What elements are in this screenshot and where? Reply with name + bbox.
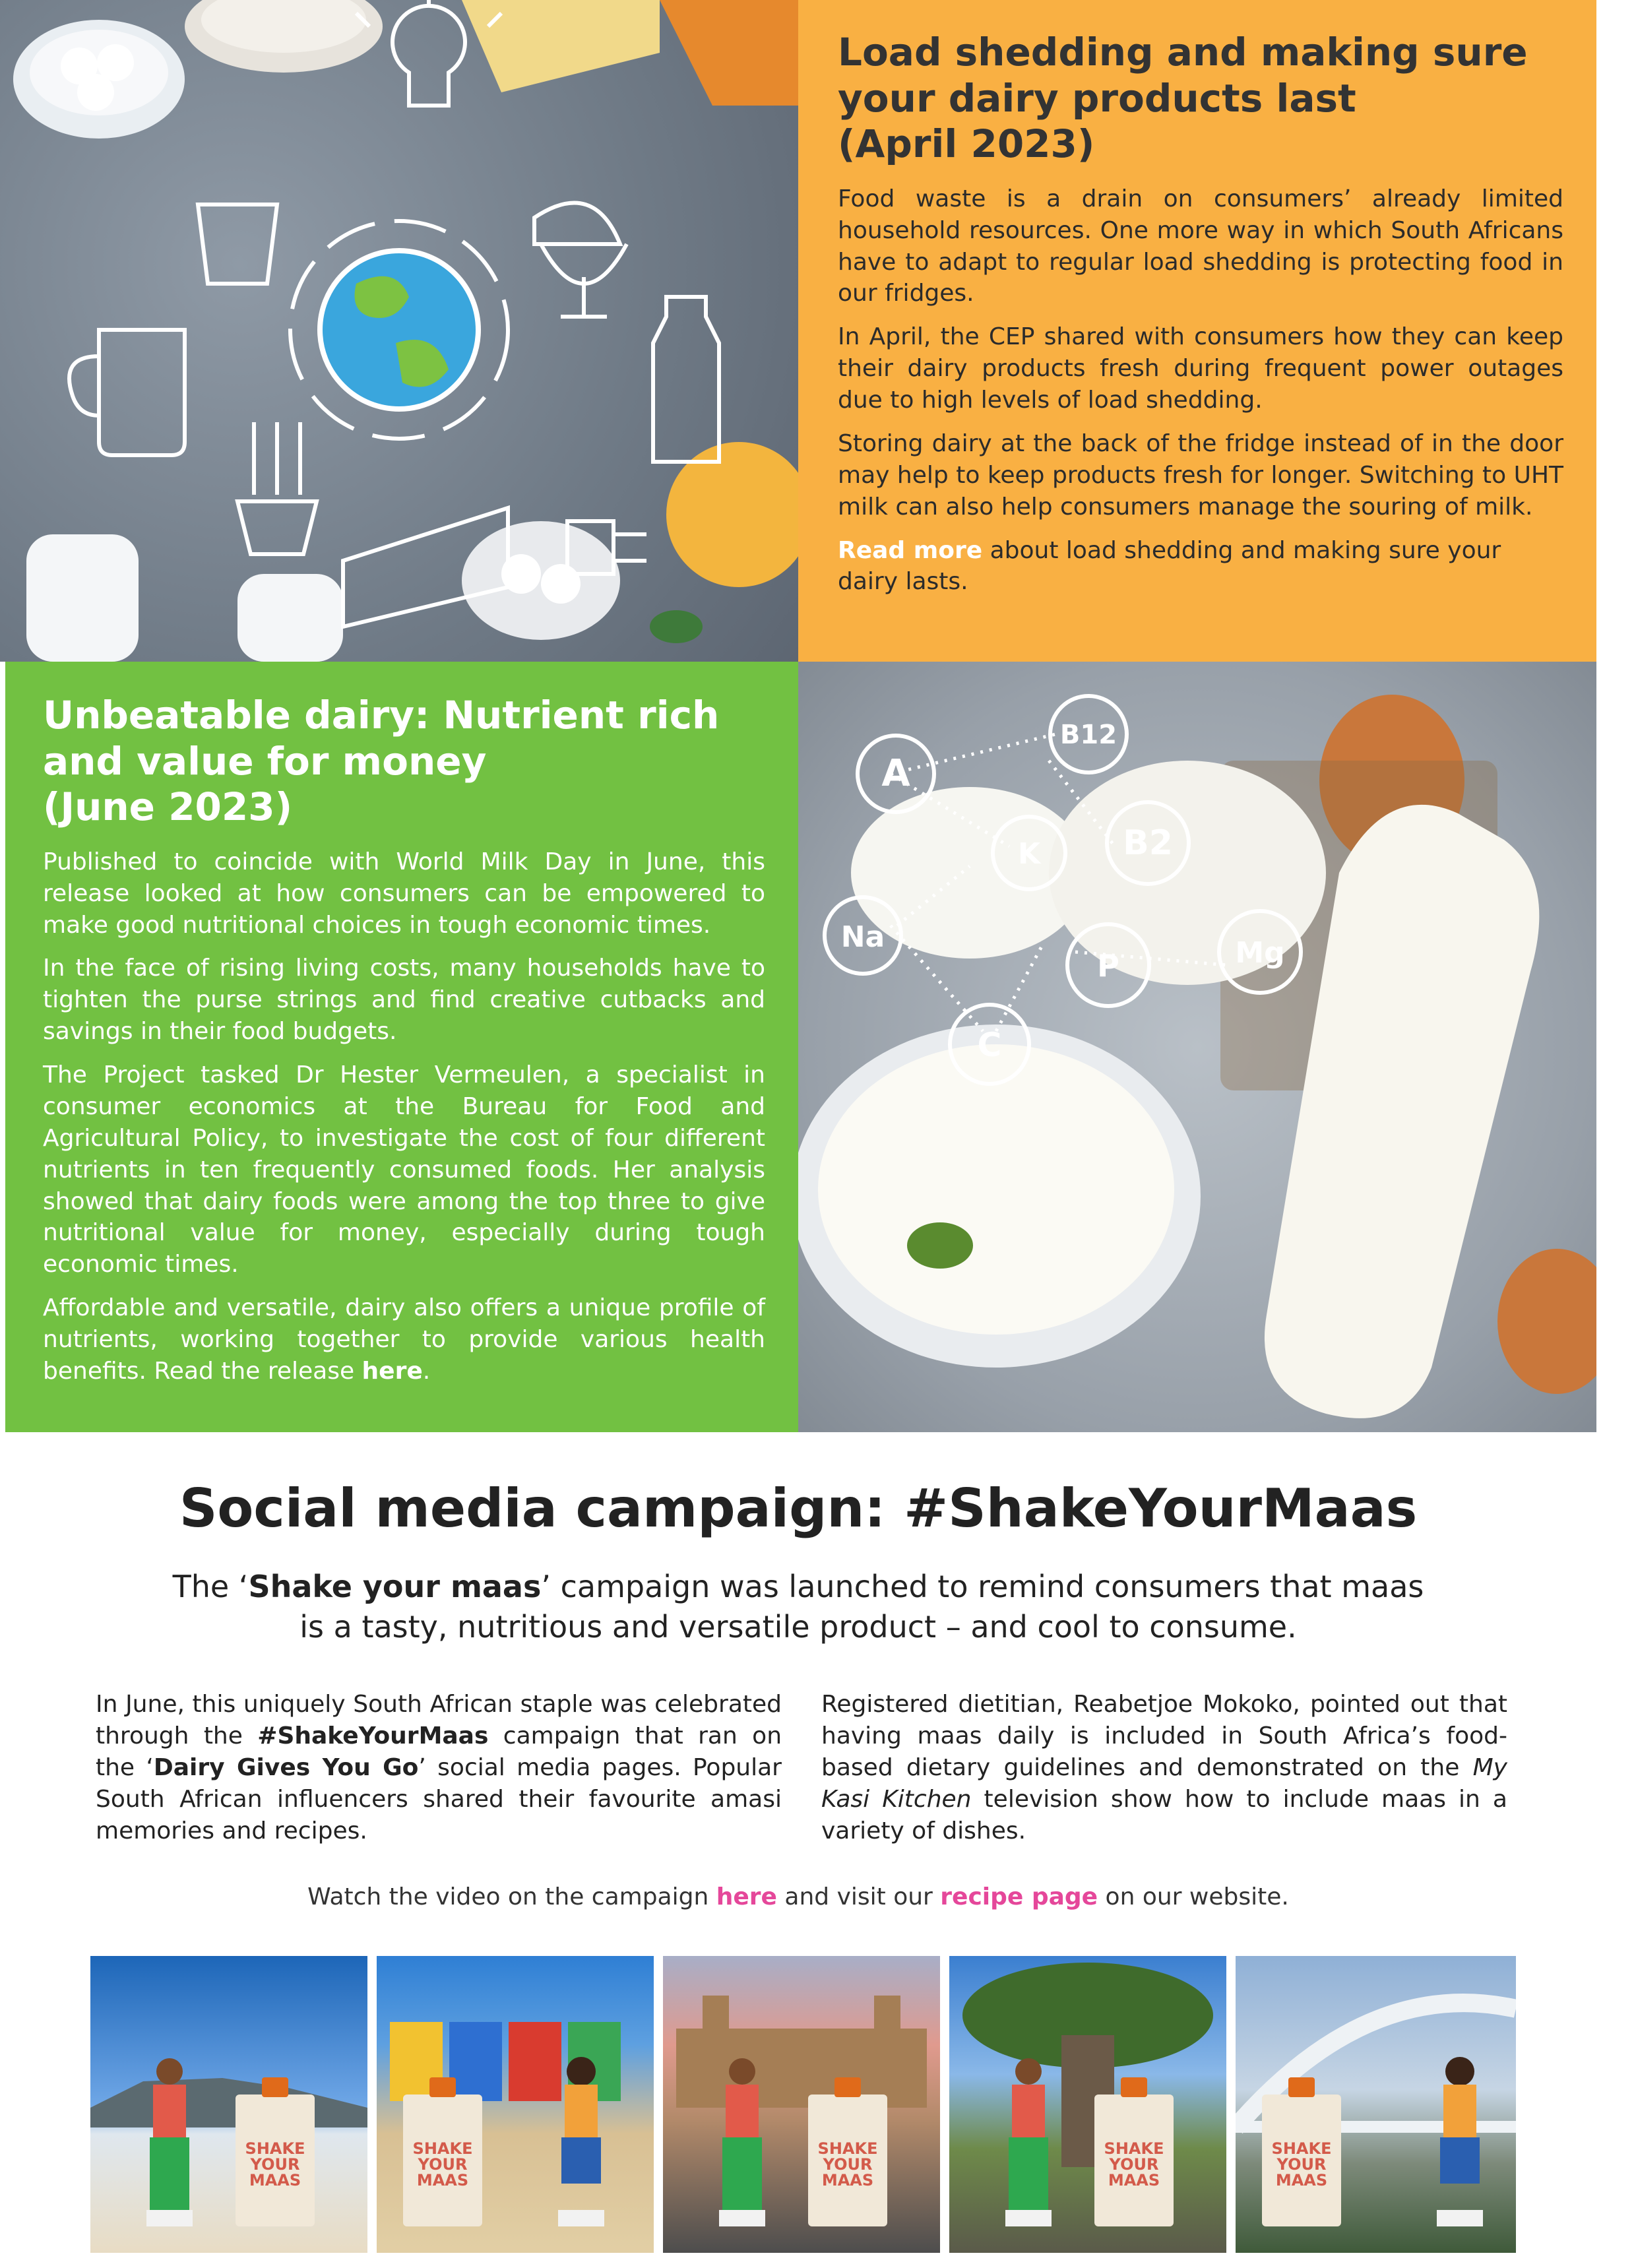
campaign-photo-baobab <box>949 1956 1226 2253</box>
title-line: (April 2023) <box>838 121 1095 167</box>
dairy-icons-image <box>0 0 798 662</box>
column-text: Registered dietitian, Reabetjoe Mokoko, pointed out that having maas daily is included in South Africa’s food-based dietary guidelines and demonstrated on the <box>821 1691 1507 1781</box>
energy-bulb-icon <box>237 422 317 554</box>
vitamin-b2-label: B2 <box>1123 823 1173 863</box>
paragraph: Food waste is a drain on consumers’ already limited household resources. One more way in which South Africans have to adapt to regular load shedding is protecting food in our fridges. <box>838 185 1563 307</box>
vitamin-k-label: K <box>1017 837 1041 871</box>
mineral-na-label: Na <box>840 920 885 954</box>
milk-bottle <box>26 534 139 662</box>
paragraph <box>43 1292 765 1387</box>
vitamin-b12-label: B12 <box>1059 720 1117 750</box>
paragraph <box>838 535 1563 598</box>
unbeatable-dairy-article <box>43 693 765 1399</box>
watch-text: on our website. <box>1098 1883 1289 1910</box>
column-text: In June, this uniquely South African staple was celebrated through the <box>96 1691 782 1749</box>
milk-bottle-2 <box>237 574 343 662</box>
paragraph: Published to coincide with World Milk Day in June, this release looked at how consumers can be empowered to make good nutritional choices in tough economic times. <box>43 848 765 939</box>
campaign-photo-beach-huts <box>377 1956 654 2253</box>
page-name: Dairy Gives You Go <box>153 1753 419 1781</box>
hashtag: #ShakeYourMaas <box>257 1722 489 1749</box>
basil-leaf <box>650 610 703 643</box>
cup-icon <box>198 205 277 284</box>
campaign-photo-beach <box>90 1956 367 2253</box>
maas-carton <box>1094 2095 1174 2226</box>
dairy-icons-illustration <box>0 0 798 662</box>
load-shedding-title <box>838 30 1563 168</box>
maas-carton <box>403 2095 482 2226</box>
intro-text: The ‘ <box>172 1569 249 1604</box>
social-left-column <box>96 1689 782 1846</box>
watch-video-line <box>0 1883 1596 1910</box>
dancer-figure <box>542 2055 621 2233</box>
carton-label: SHAKE YOUR MAAS <box>817 2139 878 2189</box>
basil-leaf <box>907 1222 973 1269</box>
social-section-title: Social media campaign: #ShakeYourMaas <box>179 1478 1418 1539</box>
mineral-mg-label: Mg <box>1235 936 1285 970</box>
title-line: your dairy products last <box>838 75 1356 121</box>
vitamins-illustration <box>798 662 1596 1432</box>
title-line: and value for money <box>43 738 487 784</box>
jug-icon <box>69 330 185 455</box>
title-line: Load shedding and making sure <box>838 30 1528 75</box>
maas-carton <box>236 2095 315 2226</box>
paragraph-text: Affordable and versatile, dairy also offers a unique profile of nutrients, working together to provide various health benefits. Read the release <box>43 1294 765 1385</box>
egg-2 <box>1497 1249 1596 1394</box>
maas-carton <box>808 2095 887 2226</box>
mozzarella-bowl <box>462 521 620 640</box>
watch-text: and visit our <box>776 1883 941 1910</box>
dancer-figure <box>703 2055 782 2233</box>
read-more-link[interactable]: Read more <box>838 536 983 564</box>
vitamins-image <box>798 662 1596 1432</box>
paragraph: In the face of rising living costs, many households have to tighten the purse strings and find creative cutbacks and savings in their food budgets. <box>43 955 765 1046</box>
vitamin-a-label: A <box>881 752 910 795</box>
recipe-page-link[interactable]: recipe page <box>940 1883 1098 1910</box>
orange-cheese <box>660 0 798 106</box>
bottle-icon <box>653 297 719 462</box>
carton-label: SHAKE YOUR MAAS <box>412 2139 473 2189</box>
watch-text: Watch the video on the campaign <box>307 1883 716 1910</box>
social-intro <box>165 1567 1432 1647</box>
campaign-photo-bridge <box>1236 1956 1516 2253</box>
carton-label: SHAKE YOUR MAAS <box>1104 2139 1164 2189</box>
intro-text: ’ campaign was launched to remind consumers that maas is a tasty, nutritious and versatile product – and cool to consume. <box>299 1569 1424 1645</box>
carton-label: SHAKE YOUR MAAS <box>245 2139 305 2189</box>
paragraph-text: about load shedding and making sure your dairy lasts. <box>838 536 1501 596</box>
load-shedding-article <box>838 30 1563 610</box>
column-text: ’ social media pages. Popular South African influencers shared their favourite amasi memories and recipes. <box>96 1753 782 1844</box>
cheese-slices <box>462 0 660 92</box>
dancer-figure <box>1420 2055 1499 2233</box>
unbeatable-dairy-title <box>43 693 765 831</box>
video-here-link[interactable]: here <box>716 1883 777 1910</box>
dancer-figure <box>130 2055 209 2233</box>
column-text: television show how to include maas in a variety of dishes. <box>821 1785 1507 1844</box>
vitamin-c-label: C <box>977 1026 1002 1064</box>
title-line: Unbeatable dairy: Nutrient rich <box>43 693 720 738</box>
campaign-photo-union-buildings <box>663 1956 940 2253</box>
paragraph: Storing dairy at the back of the fridge instead of in the door may help to keep products fresh for longer. Switching to UHT milk can also help consumers manage the souring of milk. <box>838 429 1563 520</box>
carton-label: SHAKE YOUR MAAS <box>1271 2139 1332 2189</box>
title-line: (June 2023) <box>43 784 293 830</box>
globe-icon <box>320 251 478 409</box>
dancer-figure <box>989 2055 1068 2233</box>
mineral-p-label: P <box>1097 948 1119 984</box>
paragraph: The Project tasked Dr Hester Vermeulen, a specialist in consumer economics at the Bureau for Food and Agricultural Policy, to investigate the cost of four different nutrients in ten frequently consumed foods. Her analysis showed that dairy foods were among the top three to give nutritional value for money, especially during tough economic times. <box>43 1061 765 1278</box>
social-right-column <box>821 1689 1507 1846</box>
paragraph: In April, the CEP shared with consumers how they can keep their dairy products fresh during frequent power outages due to high levels of load shedding. <box>838 323 1563 414</box>
column-text: campaign that ran on the ‘ <box>96 1722 782 1781</box>
maas-carton <box>1262 2095 1341 2226</box>
intro-bold: Shake your maas <box>248 1569 542 1604</box>
release-here-link[interactable]: here <box>362 1357 423 1385</box>
lightbulb-icon <box>393 6 465 106</box>
ice-cream-icon <box>534 203 627 317</box>
show-name: My Kasi Kitchen <box>821 1753 1507 1813</box>
paragraph-text: . <box>422 1357 431 1385</box>
